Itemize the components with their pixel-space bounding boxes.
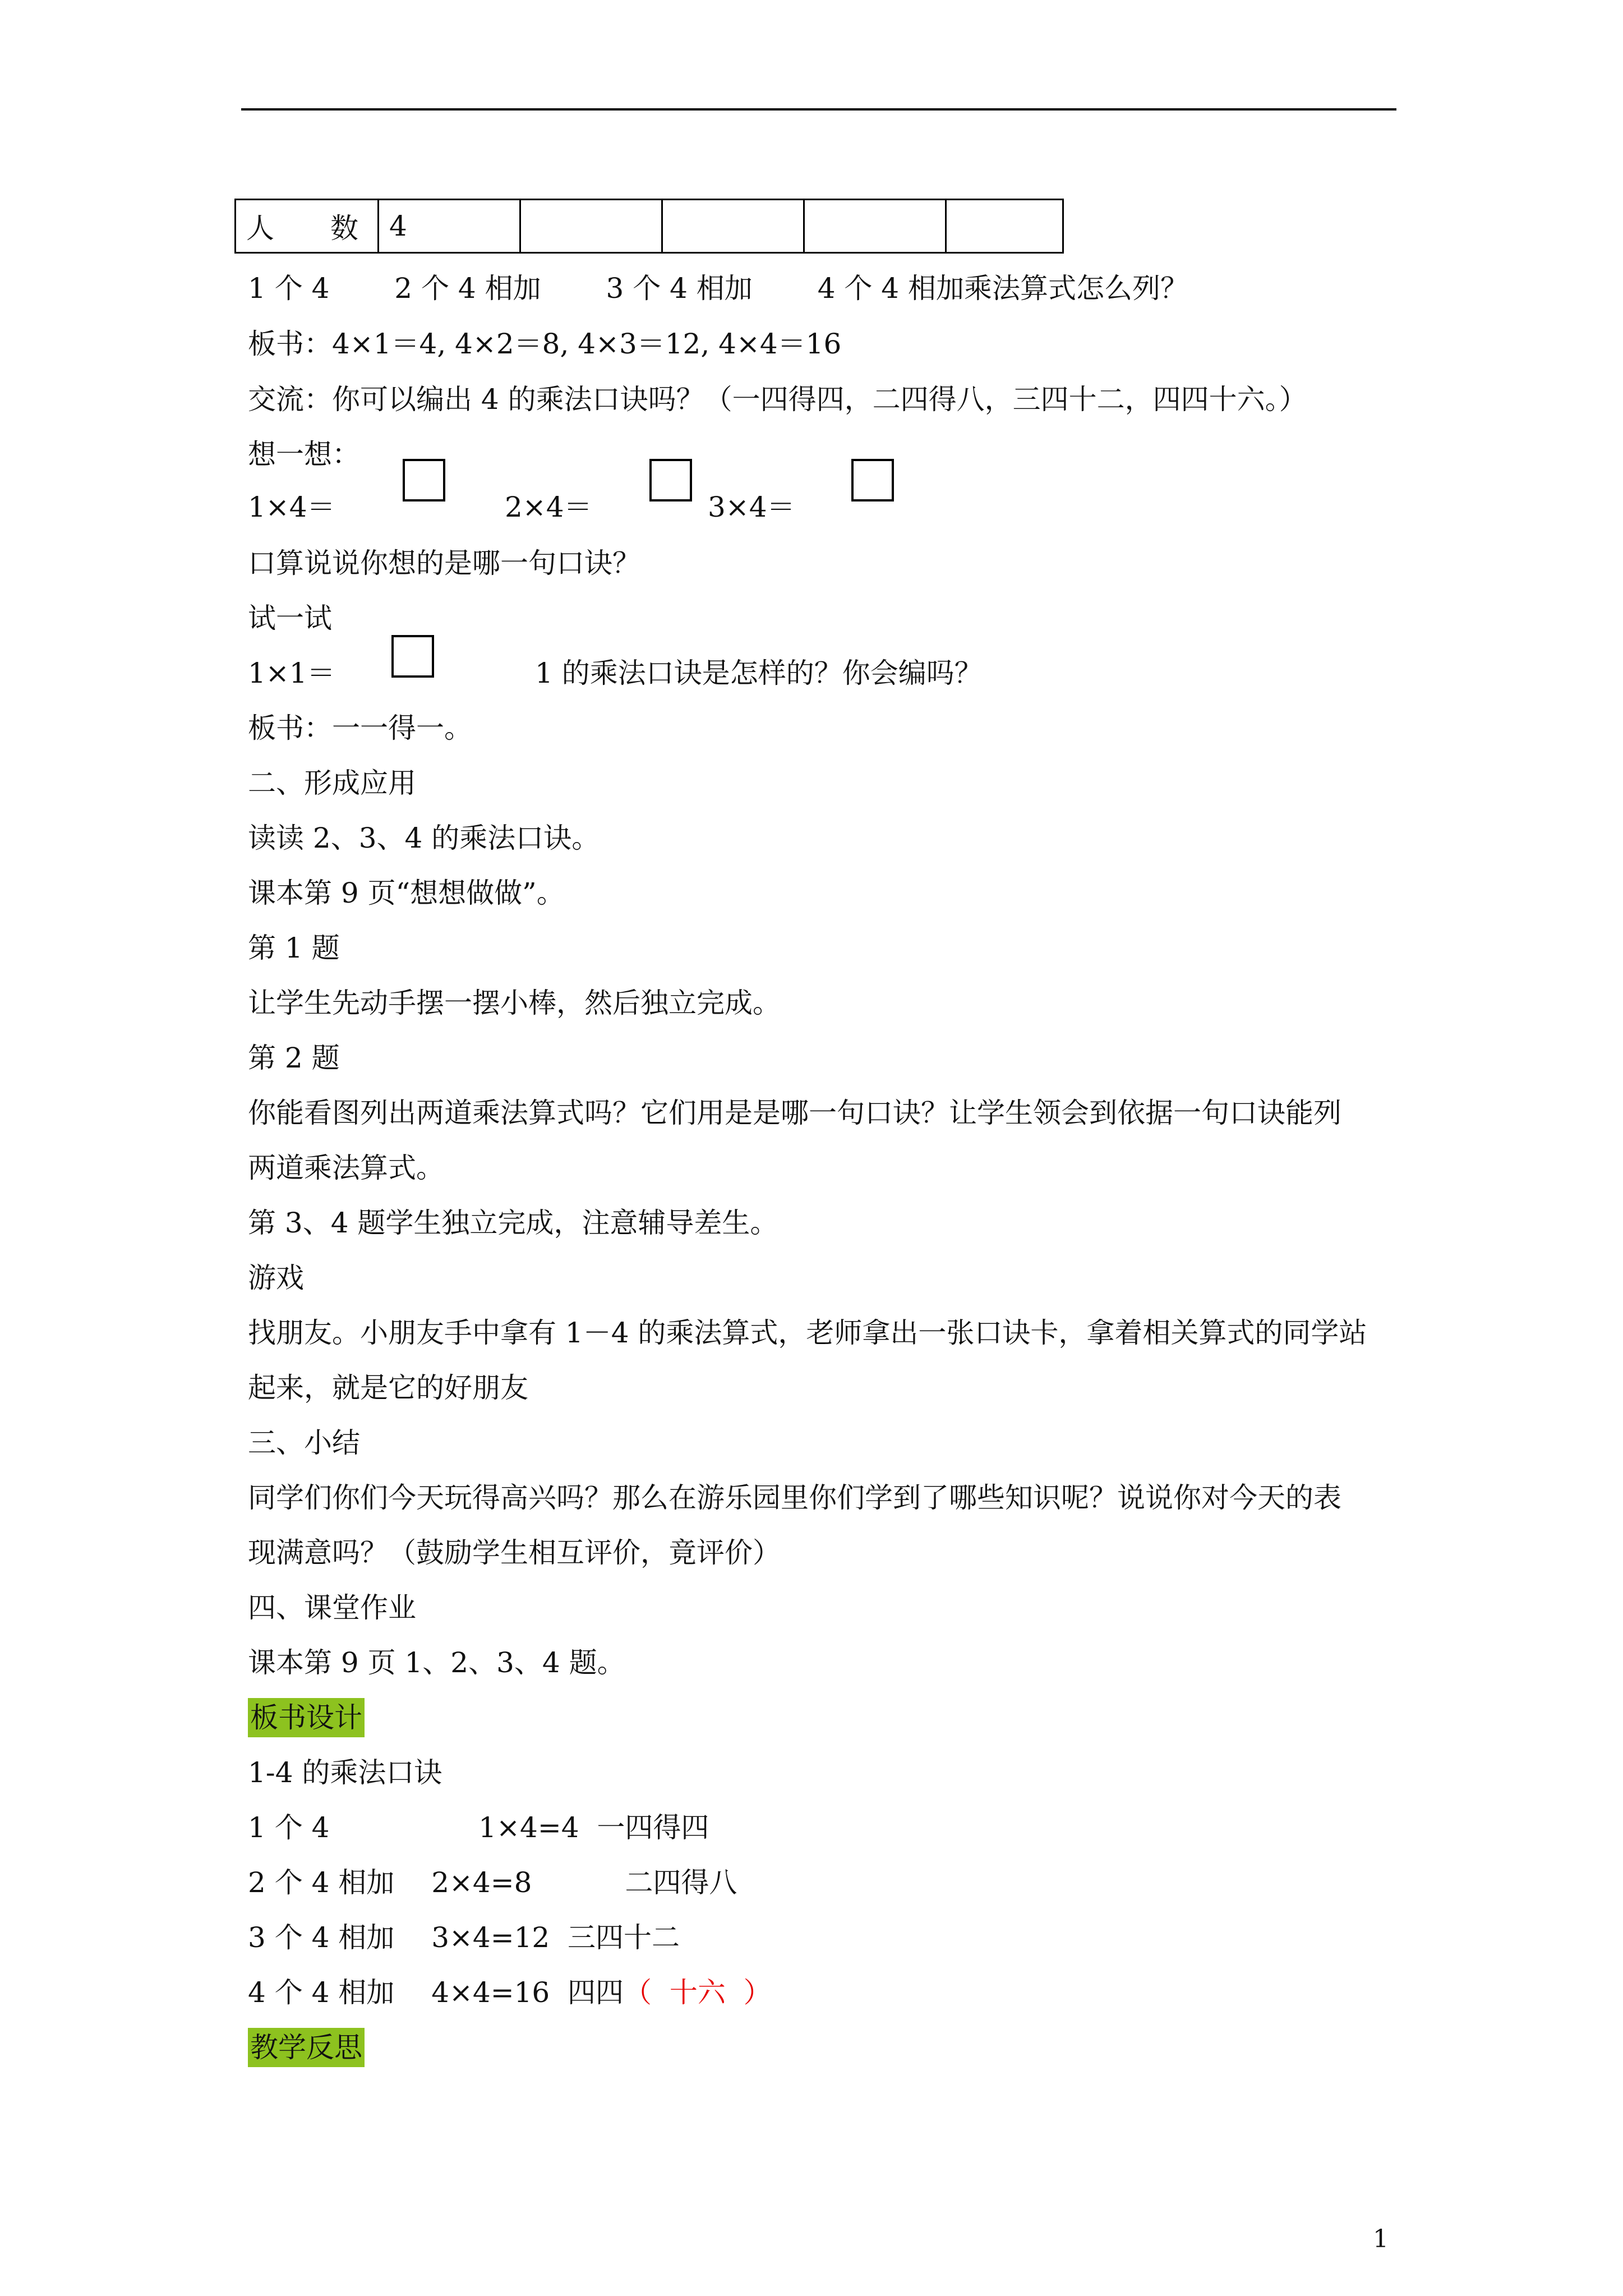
answer-box [403, 459, 445, 501]
header-rule [241, 108, 1396, 111]
answer-box [851, 459, 894, 501]
table-cell [662, 200, 804, 253]
equation-1: 1×4＝ [248, 491, 335, 523]
text-line: 口算说说你想的是哪一句口诀？ [248, 547, 640, 579]
section-heading: 二、形成应用 [248, 767, 416, 799]
equation-3: 3×4＝ [708, 491, 795, 523]
text-line: 1 个 4 2 个 4 相加 3 个 4 相加 4 个 4 相加乘法算式怎么列？ [248, 272, 1189, 305]
text-line: 想一想： [248, 438, 360, 471]
board-line: 1 个 4 1×4=4 一四得四 [248, 1811, 709, 1844]
text-line: 1 的乘法口诀是怎样的？你会编吗？ [535, 657, 983, 689]
answer-box [391, 635, 434, 678]
board-line: 3 个 4 相加 3×4=12 三四十二 [248, 1921, 680, 1954]
equation-2: 2×4＝ [505, 491, 592, 523]
table-row [236, 200, 1063, 253]
text-line: 第 3、4 题学生独立完成，注意辅导差生。 [248, 1207, 778, 1239]
text-line: 课本第 9 页“想想做做”。 [248, 877, 565, 909]
data-table [234, 199, 1064, 254]
text-line: 1-4 的乘法口诀 [248, 1756, 442, 1789]
text-line: 板书：4×1＝4, 4×2＝8, 4×3＝12, 4×4＝16 [248, 328, 842, 360]
section-heading: 三、小结 [248, 1427, 360, 1459]
text-line: 让学生先动手摆一摆小棒，然后独立完成。 [248, 987, 781, 1019]
board-line [248, 1976, 772, 2009]
table-cell [520, 200, 662, 253]
board-text: 4 个 4 相加 4×4=16 四四 [248, 1976, 624, 2009]
text-line: 起来，就是它的好朋友 [248, 1372, 528, 1404]
table-cell: 人 数 [236, 200, 379, 253]
highlighted-heading [248, 2031, 365, 2064]
highlighted-heading [248, 1701, 365, 1734]
text-line: 试一试 [248, 602, 332, 634]
text-line: 板书：一一得一。 [248, 712, 472, 744]
section-heading: 四、课堂作业 [248, 1591, 416, 1624]
text-line: 课本第 9 页 1、2、3、4 题。 [248, 1646, 625, 1679]
text-line: 你能看图列出两道乘法算式吗？它们用是是哪一句口诀？让学生领会到依据一句口诀能列 [248, 1097, 1341, 1129]
page-number: 1 [1373, 2225, 1389, 2253]
red-answer: （ 十六 ） [624, 1976, 772, 2009]
text-line: 同学们你们今天玩得高兴吗？那么在游乐园里你们学到了哪些知识呢？说说你对今天的表 [248, 1481, 1341, 1514]
text-line: 找朋友。小朋友手中拿有 1－4 的乘法算式，老师拿出一张口诀卡，拿着相关算式的同学站 [248, 1317, 1367, 1349]
text-line: 现满意吗？（鼓励学生相互评价，竟评价） [248, 1536, 781, 1569]
table-cell [804, 200, 946, 253]
text-line: 第 2 题 [248, 1042, 340, 1074]
text-line: 两道乘法算式。 [248, 1152, 444, 1184]
board-line: 2 个 4 相加 2×4=8 二四得八 [248, 1866, 737, 1899]
table-cell: 4 [379, 200, 520, 253]
text-line: 第 1 题 [248, 932, 340, 964]
highlight-label: 教学反思 [248, 2028, 365, 2067]
answer-box [649, 459, 692, 501]
text-line: 读读 2、3、4 的乘法口诀。 [248, 822, 600, 854]
table-cell [946, 200, 1063, 253]
equation-4: 1×1＝ [248, 657, 335, 689]
text-line: 游戏 [248, 1262, 304, 1294]
text-line: 交流：你可以编出 4 的乘法口诀吗？（一四得四，二四得八，三四十二，四四十六。） [248, 383, 1307, 416]
highlight-label: 板书设计 [248, 1698, 365, 1737]
